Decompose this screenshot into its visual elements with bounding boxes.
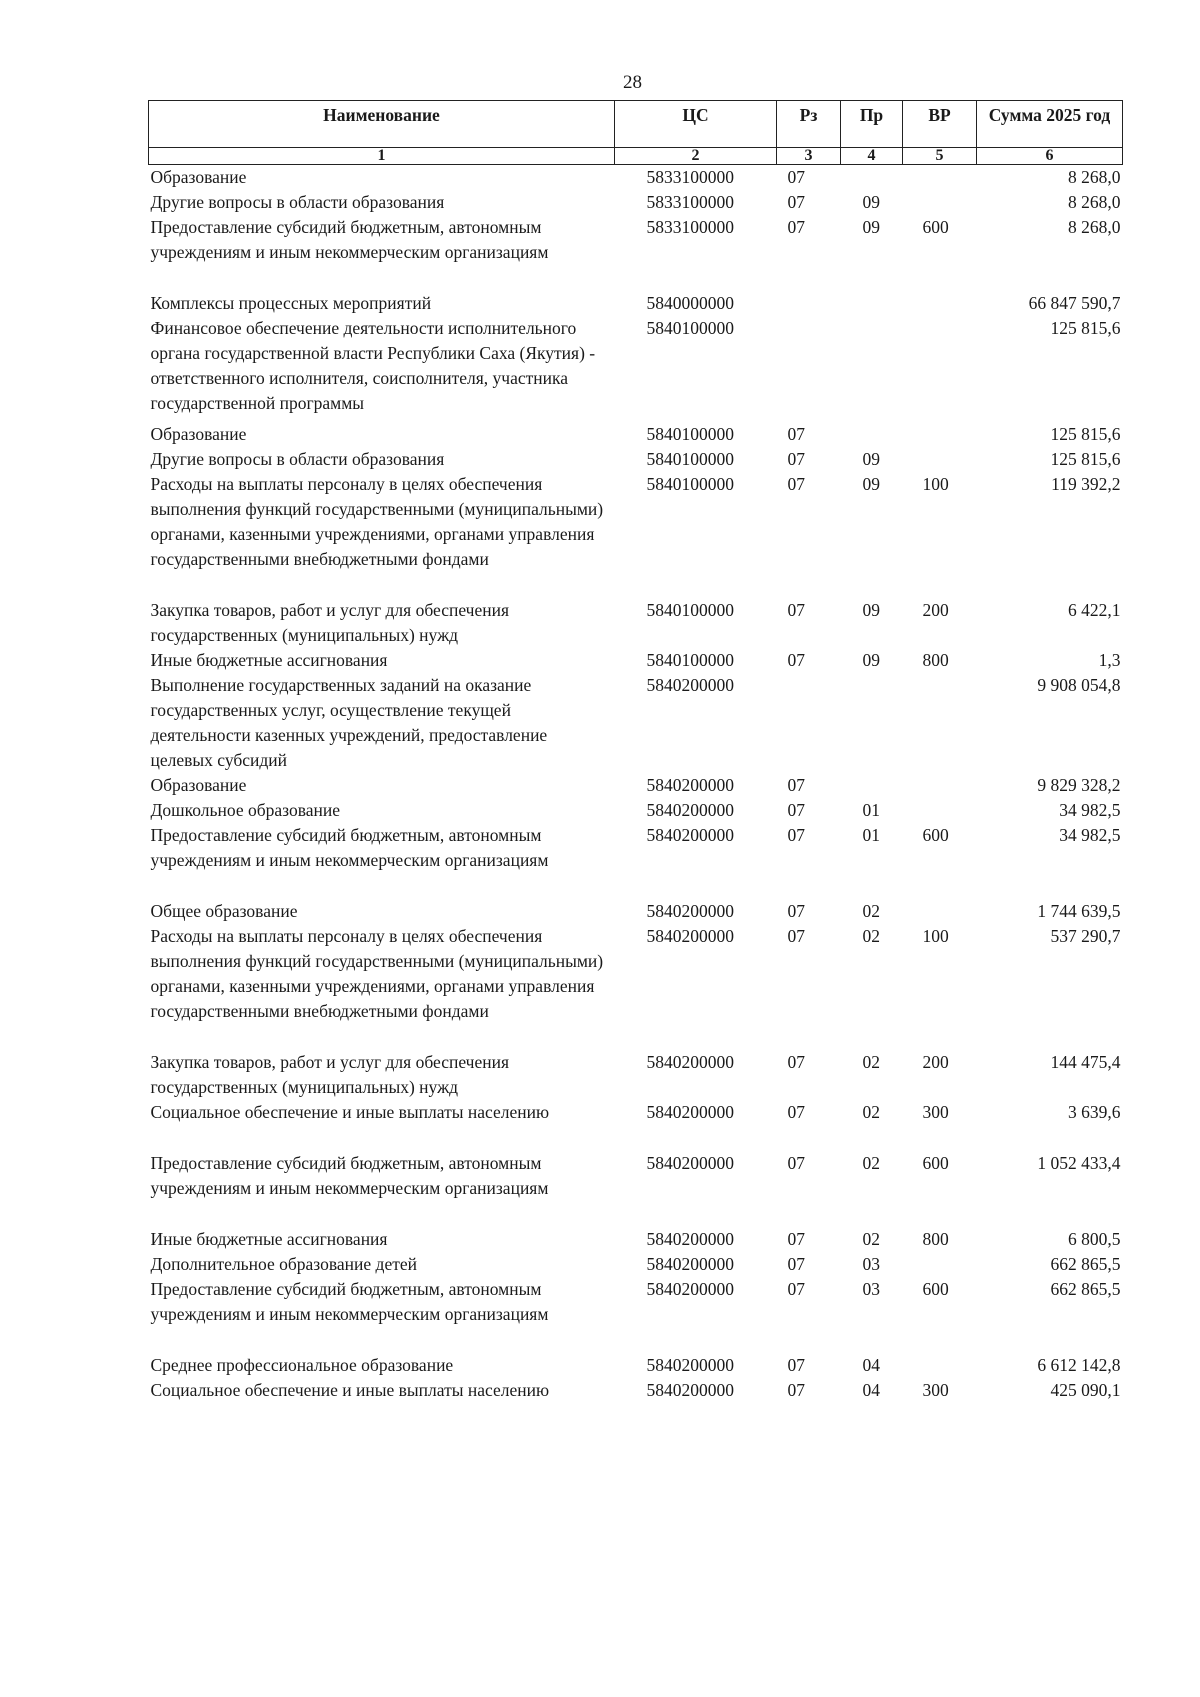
row-rz: 07	[787, 1052, 805, 1072]
row-vr: 800	[922, 1229, 949, 1249]
row-sum: 9 908 054,8	[1037, 675, 1121, 695]
row-vr	[903, 447, 977, 472]
row-sum: 66 847 590,7	[1028, 293, 1121, 313]
row-pr	[841, 165, 903, 191]
row-name: Финансовое обеспечение деятельности исполнительного органа государственной власти Республики Саха (Якутия) - ответственного исполнителя, соисполнителя, участника государственной программы	[150, 318, 596, 413]
row-pr: 09	[862, 474, 880, 494]
table-row	[149, 899, 1123, 924]
row-vr	[903, 899, 977, 924]
row-sum: 9 829 328,2	[1037, 775, 1121, 795]
row-name: Социальное обеспечение и иные выплаты населению	[150, 1380, 550, 1400]
row-rz: 07	[787, 600, 805, 620]
row-name: Предоставление субсидий бюджетным, автономным учреждениям и иным некоммерческим организациям	[150, 217, 549, 262]
row-vr	[903, 316, 977, 422]
row-cs: 5840000000	[646, 293, 734, 313]
column-number: 2	[615, 148, 777, 165]
row-vr: 100	[922, 926, 949, 946]
column-number-row	[149, 148, 1123, 165]
row-rz: 07	[787, 1380, 805, 1400]
row-cs: 5840200000	[646, 1153, 734, 1173]
row-cs: 5840200000	[646, 1355, 734, 1375]
row-pr: 09	[862, 650, 880, 670]
row-sum: 662 865,5	[1050, 1254, 1121, 1274]
row-pr: 09	[862, 600, 880, 620]
row-pr: 02	[862, 901, 880, 921]
table-row	[149, 648, 1123, 673]
row-pr: 04	[862, 1355, 880, 1375]
row-vr	[903, 1353, 977, 1378]
header-cs: ЦС	[615, 101, 777, 148]
row-vr: 600	[922, 825, 949, 845]
table-row	[149, 1100, 1123, 1151]
row-pr: 04	[862, 1380, 880, 1400]
table-row	[149, 1151, 1123, 1227]
row-name: Закупка товаров, работ и услуг для обеспечения государственных (муниципальных) нужд	[150, 1052, 510, 1097]
row-rz: 07	[787, 1102, 805, 1122]
row-sum: 1,3	[1098, 650, 1121, 670]
row-cs: 5840200000	[646, 901, 734, 921]
table-row	[149, 447, 1123, 472]
row-sum: 34 982,5	[1059, 800, 1121, 820]
row-sum: 8 268,0	[1068, 217, 1121, 237]
row-rz: 07	[787, 1229, 805, 1249]
row-vr: 600	[922, 217, 949, 237]
row-rz: 07	[787, 449, 805, 469]
row-pr: 09	[862, 217, 880, 237]
row-sum: 3 639,6	[1068, 1102, 1121, 1122]
row-rz: 07	[787, 217, 805, 237]
row-cs: 5840100000	[646, 449, 734, 469]
row-cs: 5840200000	[646, 1102, 734, 1122]
table-row	[149, 165, 1123, 191]
table-row	[149, 1227, 1123, 1252]
row-name: Выполнение государственных заданий на оказание государственных услуг, осуществление текущей деятельности казенных учреждений, предоставление целевых субсидий	[150, 675, 548, 770]
row-pr: 02	[862, 1052, 880, 1072]
row-name: Предоставление субсидий бюджетным, автономным учреждениям и иным некоммерческим организациям	[150, 825, 549, 870]
row-rz: 07	[787, 474, 805, 494]
table-header-row	[149, 101, 1123, 148]
row-pr: 09	[862, 192, 880, 212]
row-vr: 200	[922, 600, 949, 620]
row-vr: 300	[922, 1380, 949, 1400]
row-rz	[777, 673, 841, 773]
row-cs: 5840100000	[646, 424, 734, 444]
table-row	[149, 190, 1123, 215]
table-row	[149, 316, 1123, 422]
row-vr	[903, 1252, 977, 1277]
header-pr: Пр	[841, 101, 903, 148]
header-rz: Рз	[777, 101, 841, 148]
row-name: Социальное обеспечение и иные выплаты населению	[150, 1102, 550, 1122]
table-row	[149, 598, 1123, 648]
row-vr	[903, 291, 977, 316]
table-row	[149, 1050, 1123, 1100]
row-pr: 01	[862, 825, 880, 845]
row-sum: 8 268,0	[1068, 192, 1121, 212]
row-name: Расходы на выплаты персоналу в целях обеспечения выполнения функций государственными (муниципальными) органами, казенными учреждениями, органами управления государственными внебюджетными фондами	[150, 926, 604, 1021]
row-vr: 600	[922, 1153, 949, 1173]
row-pr: 02	[862, 926, 880, 946]
row-name: Комплексы процессных мероприятий	[150, 293, 432, 313]
table-row	[149, 673, 1123, 773]
row-name: Дополнительное образование детей	[150, 1254, 417, 1274]
row-cs: 5840200000	[646, 1254, 734, 1274]
table-row	[149, 1277, 1123, 1353]
row-name: Другие вопросы в области образования	[150, 449, 445, 469]
table-row	[149, 1252, 1123, 1277]
row-vr: 800	[922, 650, 949, 670]
column-number: 1	[149, 148, 615, 165]
row-name: Расходы на выплаты персоналу в целях обеспечения выполнения функций государственными (муниципальными) органами, казенными учреждениями, органами управления государственными внебюджетными фондами	[150, 474, 604, 569]
row-name: Образование	[150, 775, 247, 795]
row-name: Предоставление субсидий бюджетным, автономным учреждениям и иным некоммерческим организациям	[150, 1153, 549, 1198]
row-sum: 125 815,6	[1050, 424, 1121, 444]
column-number: 3	[777, 148, 841, 165]
table-row	[149, 823, 1123, 899]
row-name: Общее образование	[150, 901, 298, 921]
row-rz	[777, 316, 841, 422]
page-number: 28	[623, 72, 642, 93]
row-cs: 5840200000	[646, 926, 734, 946]
row-vr	[903, 773, 977, 798]
row-pr: 02	[862, 1102, 880, 1122]
row-cs: 5840200000	[646, 825, 734, 845]
row-rz: 07	[787, 1355, 805, 1375]
row-cs: 5840200000	[646, 675, 734, 695]
row-rz: 07	[787, 1254, 805, 1274]
row-cs: 5840200000	[646, 1229, 734, 1249]
row-rz: 07	[787, 1153, 805, 1173]
table-row	[149, 291, 1123, 316]
budget-table	[148, 100, 1123, 1403]
row-sum: 537 290,7	[1050, 926, 1121, 946]
row-cs: 5840200000	[646, 1279, 734, 1299]
row-pr: 02	[862, 1153, 880, 1173]
row-rz: 07	[787, 775, 805, 795]
column-number: 6	[977, 148, 1123, 165]
table-row	[149, 798, 1123, 823]
table-row	[149, 472, 1123, 598]
row-cs: 5840200000	[646, 1052, 734, 1072]
row-cs: 5840200000	[646, 800, 734, 820]
row-rz: 07	[787, 424, 805, 444]
column-number: 5	[903, 148, 977, 165]
row-sum: 6 800,5	[1068, 1229, 1121, 1249]
table-row	[149, 422, 1123, 447]
row-name: Иные бюджетные ассигнования	[150, 650, 388, 670]
row-cs: 5833100000	[646, 217, 734, 237]
table-body	[149, 165, 1123, 1404]
row-name: Образование	[150, 424, 247, 444]
row-sum: 34 982,5	[1059, 825, 1121, 845]
row-sum: 6 422,1	[1068, 600, 1121, 620]
row-pr: 03	[862, 1279, 880, 1299]
row-cs: 5833100000	[646, 167, 734, 187]
row-pr	[841, 422, 903, 447]
row-sum: 6 612 142,8	[1037, 1355, 1121, 1375]
row-name: Закупка товаров, работ и услуг для обеспечения государственных (муниципальных) нужд	[150, 600, 510, 645]
row-name: Иные бюджетные ассигнования	[150, 1229, 388, 1249]
table-row	[149, 773, 1123, 798]
row-sum: 119 392,2	[1051, 474, 1121, 494]
row-pr: 02	[862, 1229, 880, 1249]
row-cs: 5833100000	[646, 192, 734, 212]
row-pr	[841, 316, 903, 422]
row-sum: 125 815,6	[1050, 318, 1121, 338]
row-vr: 200	[922, 1052, 949, 1072]
row-vr	[903, 422, 977, 447]
row-cs: 5840100000	[646, 474, 734, 494]
row-cs: 5840200000	[646, 1380, 734, 1400]
row-vr	[903, 190, 977, 215]
table-row	[149, 215, 1123, 291]
row-sum: 125 815,6	[1050, 449, 1121, 469]
row-pr	[841, 673, 903, 773]
column-number: 4	[841, 148, 903, 165]
row-name: Другие вопросы в области образования	[150, 192, 445, 212]
row-vr	[903, 673, 977, 773]
row-rz: 07	[787, 800, 805, 820]
row-pr: 01	[862, 800, 880, 820]
row-pr: 03	[862, 1254, 880, 1274]
row-pr	[841, 773, 903, 798]
row-name: Дошкольное образование	[150, 800, 341, 820]
row-vr: 600	[922, 1279, 949, 1299]
header-name: Наименование	[149, 101, 615, 148]
row-name: Предоставление субсидий бюджетным, автономным учреждениям и иным некоммерческим организациям	[150, 1279, 549, 1324]
table-row	[149, 1378, 1123, 1403]
row-rz: 07	[787, 926, 805, 946]
row-sum: 8 268,0	[1068, 167, 1121, 187]
table-row	[149, 1353, 1123, 1378]
row-vr	[903, 165, 977, 191]
header-vr: ВР	[903, 101, 977, 148]
row-rz: 07	[787, 650, 805, 670]
row-vr: 100	[922, 474, 949, 494]
row-rz: 07	[787, 825, 805, 845]
row-cs: 5840100000	[646, 318, 734, 338]
row-name: Образование	[150, 167, 247, 187]
row-cs: 5840100000	[646, 650, 734, 670]
row-sum: 144 475,4	[1050, 1052, 1121, 1072]
row-sum: 1 052 433,4	[1037, 1153, 1121, 1173]
row-vr: 300	[922, 1102, 949, 1122]
row-cs: 5840200000	[646, 775, 734, 795]
row-rz: 07	[787, 167, 805, 187]
row-sum: 425 090,1	[1050, 1380, 1121, 1400]
row-pr: 09	[862, 449, 880, 469]
row-rz: 07	[787, 192, 805, 212]
row-rz	[777, 291, 841, 316]
row-rz: 07	[787, 901, 805, 921]
table-row	[149, 924, 1123, 1050]
row-name: Среднее профессиональное образование	[150, 1355, 454, 1375]
row-sum: 662 865,5	[1050, 1279, 1121, 1299]
row-vr	[903, 798, 977, 823]
row-cs: 5840100000	[646, 600, 734, 620]
row-rz: 07	[787, 1279, 805, 1299]
row-sum: 1 744 639,5	[1037, 901, 1121, 921]
row-pr	[841, 291, 903, 316]
header-sum: Сумма 2025 год	[977, 101, 1123, 148]
